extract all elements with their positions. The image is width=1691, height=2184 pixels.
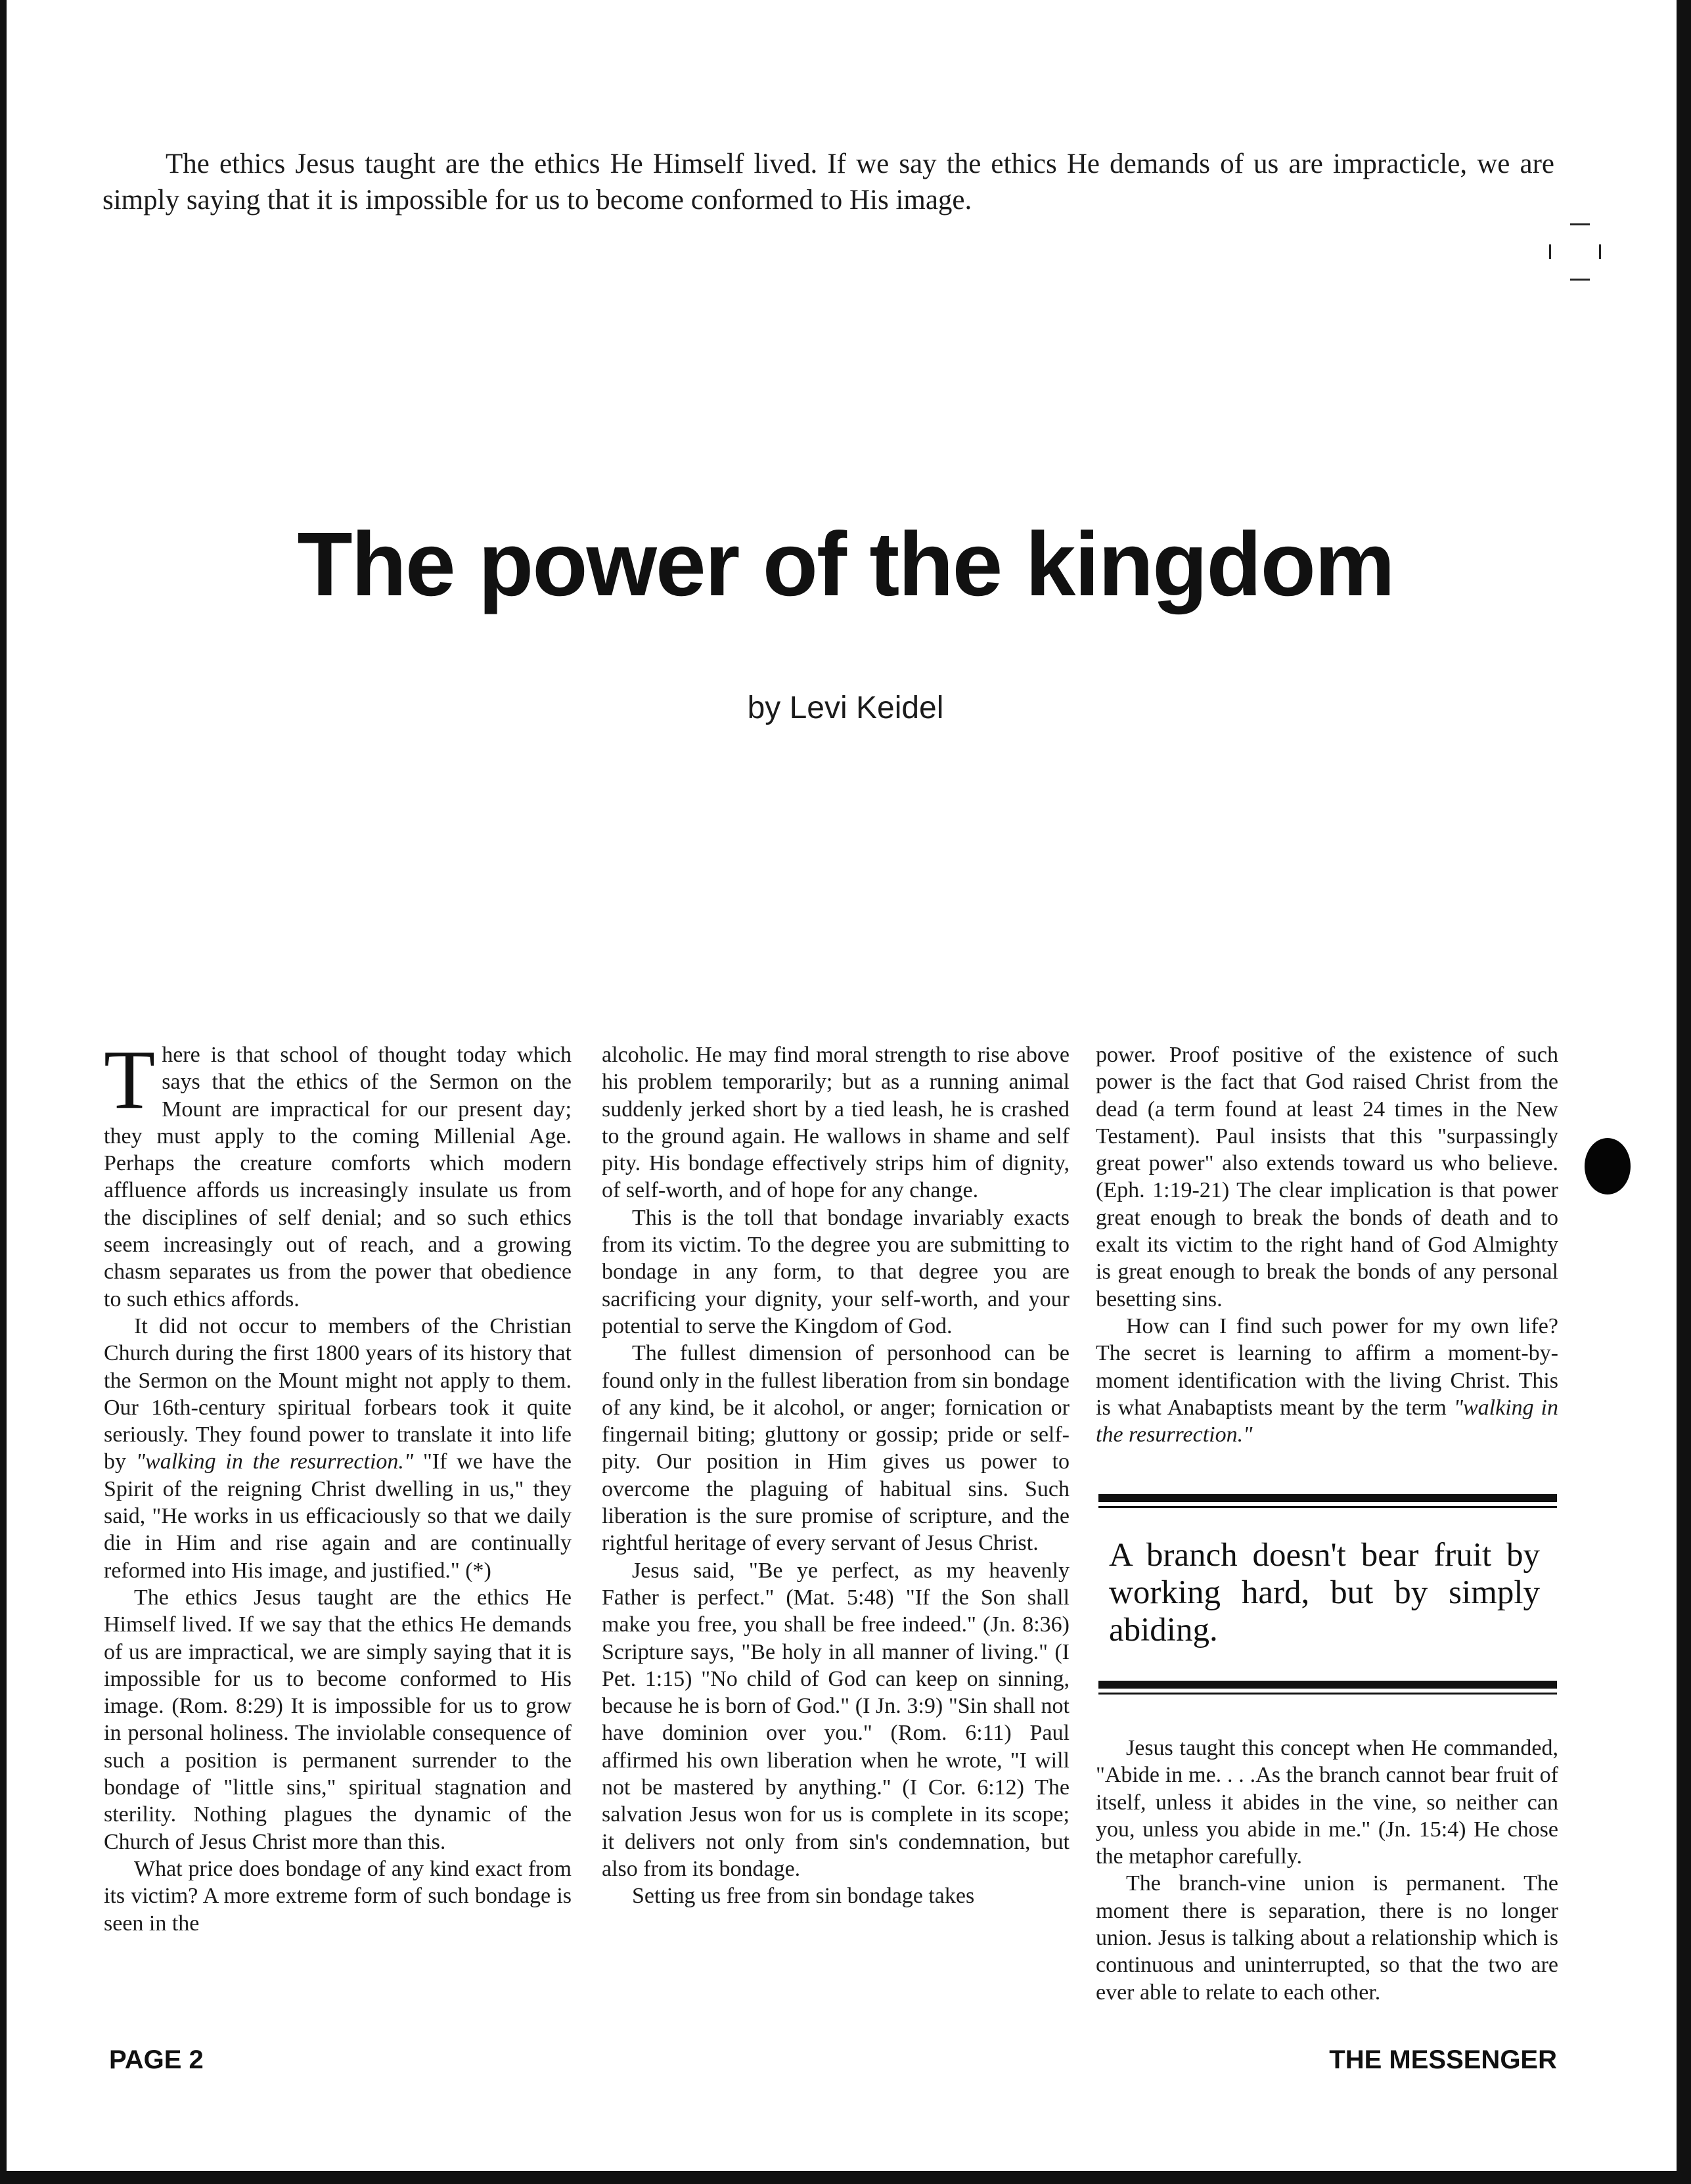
crop-mark [1599, 244, 1601, 259]
paragraph: Jesus taught this concept when He commanded, "Abide in me. . . .As the branch cannot bear fruit of itself, unless it abides in the vine, so neither can you, unless you abide in me." (Jn. 15:4) He chose the metaphor carefully. [1096, 1736, 1558, 1869]
paragraph: There is that school of thought today which says that the ethics of the Sermon on the Mount are impractical for our present day; they must apply to the coming Millenial Age. Perhaps the creature comforts which modern affluence affords us increasingly insulate us from the disciplines of self denial; and so such ethics seem increasingly out of reach, and a growing chasm separates us from the power that obedience to such ethics affords. [104, 1033, 572, 1311]
article-column-2 [602, 1041, 1070, 1910]
scan-edge-bottom [0, 2171, 1691, 2184]
crop-mark [1549, 244, 1551, 259]
paragraph: Setting us free from sin bondage takes [632, 1884, 975, 1909]
paragraph: This is the toll that bondage invariably exacts from its victim. To the degree you are submitting to bondage in any form, to that degree you are sacrificing your dignity, your self-worth, and your potential to serve the Kingdom of God. [602, 1205, 1070, 1338]
drop-cap: T [104, 1033, 156, 1126]
paragraph: The branch-vine union is permanent. The moment there is separation, there is no longer union. Jesus is talking about a relationship which is continuous and uninterrupted, so that the two are ever able to relate to each other. [1096, 1871, 1558, 2005]
rule-divider [1098, 1494, 1557, 1502]
paragraph: What price does bondage of any kind exact from its victim? A more extreme form of such bondage is seen in the [104, 1856, 572, 1936]
scan-edge-right [1677, 0, 1691, 2184]
crop-mark [1570, 223, 1590, 225]
article-column-3 [1096, 1041, 1558, 1448]
pull-quote [1098, 1494, 1557, 1695]
article-column-3-continued [1096, 1735, 1558, 2006]
byline: by Levi Keidel [747, 691, 944, 725]
article-column-1 [104, 1033, 572, 1937]
scan-edge-left [0, 0, 7, 2184]
paragraph: The fullest dimension of personhood can be found only in the fullest liberation from sin bondage of any kind, be it alcohol, or anger; fornication or fingernail biting; gluttony or gossip; pride or self-pity. Our position in Him gives us power to overcome the plaguing of habitual sins. Such liberation is the sure promise of scripture, and the rightful heritage of every servant of Jesus Christ. [602, 1341, 1070, 1556]
paragraph: How can I find such power for my own life? The secret is learning to affirm a moment-by-moment identification with the living Christ. This is what Anabaptists meant by the term "walking in the resurrection." [1096, 1313, 1558, 1447]
publication-name: THE MESSENGER [1329, 2045, 1557, 2074]
pull-quote-text: A branch doesn't bear fruit by working hard, but by simply abiding. [1109, 1537, 1540, 1649]
rule-divider [1098, 1693, 1557, 1695]
rule-divider [1098, 1506, 1557, 1508]
paragraph: power. Proof positive of the existence of such power is the fact that God raised Christ from the dead (a term found at least 24 times in the New Testament). Paul insists that this "surpassingly great power" also extends toward us who believe. (Eph. 1:19-21) The clear implication is that power great enough to break the bonds of death and to exalt its victim to the right hand of God Almighty is great enough to break the bonds of any personal besetting sins. [1096, 1043, 1558, 1311]
paragraph: alcoholic. He may find moral strength to rise above his problem temporarily; but as a running animal suddenly jerked short by a tied leash, he is crashed to the ground again. He wallows in shame and self pity. His bondage effectively strips him of dignity, of self-worth, and of hope for any change. [602, 1043, 1070, 1203]
rule-divider [1098, 1681, 1557, 1689]
paragraph: It did not occur to members of the Christian Church during the first 1800 years of its history that the Sermon on the Mount might not apply to them. Our 16th-century spiritual forbears took it quite seriously. They found power to translate it into life by "walking in the resurrection." "If we have the Spirit of the reigning Christ dwelling in us," they said, "He works in us efficaciously so that we daily die in Him and rise again and are continually reformed into His image, and justified." (*) [104, 1313, 572, 1583]
paragraph: Jesus said, "Be ye perfect, as my heavenly Father is perfect." (Mat. 5:48) "If the Son shall make you free, you shall be free indeed." (Jn. 8:36) Scripture says, "Be holy in all manner of living." (I Pet. 1:15) "No child of God can keep on sinning, because he is born of God." (I Jn. 3:9) "Sin shall not have dominion over you." (Rom. 6:11) Paul affirmed his own liberation when he wrote, "I will not be mastered by anything." (I Cor. 6:12) The salvation Jesus won for us is complete in its scope; it delivers not only from sin's condemnation, but also from its bondage. [602, 1558, 1070, 1881]
article-title: The power of the kingdom [297, 514, 1394, 615]
crop-mark [1570, 279, 1590, 281]
paragraph: The ethics Jesus taught are the ethics He Himself lived. If we say that the ethics He demands of us are impractical, we are simply saying that it is impossible for us to become conformed to His image. (Rom. 8:29) It is impossible for us to grow in personal holiness. The inviolable consequence of such a position is permanent surrender to the bondage of "little sins," spiritual stagnation and sterility. Nothing plagues the dynamic of the Church of Jesus Christ more than this. [104, 1585, 572, 1854]
top-quote: The ethics Jesus taught are the ethics He Himself lived. If we say the ethics He demands of us are impracticle, we are simply saying that it is impossible for us to become conformed to His image. [102, 148, 1554, 216]
ink-blot [1585, 1138, 1631, 1194]
page-number: PAGE 2 [109, 2045, 204, 2074]
